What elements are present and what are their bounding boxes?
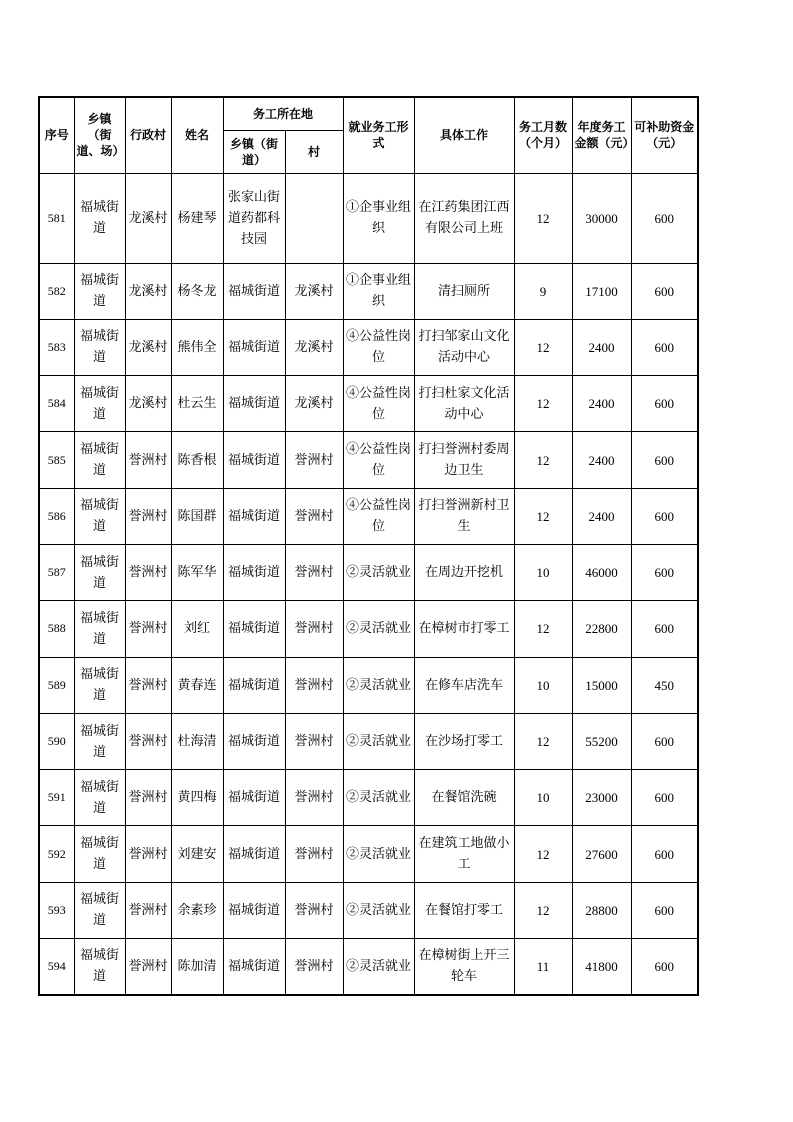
specific-work-cell: 在餐馆打零工: [414, 882, 514, 938]
months-cell: 12: [514, 173, 572, 263]
subsidy-cell: 600: [631, 713, 698, 769]
col-header-loc-township: 乡镇（街道）: [223, 130, 285, 173]
amount-cell: 2400: [572, 432, 631, 488]
village-cell: 誉洲村: [125, 770, 171, 826]
col-header-township: 乡镇（街道、场）: [74, 97, 125, 173]
village-cell: 誉洲村: [125, 713, 171, 769]
loc-village-cell: 誉洲村: [285, 770, 343, 826]
employment-subsidy-table: [38, 96, 699, 996]
loc-township-cell: 福城街道: [223, 601, 285, 657]
name-cell: 刘建安: [171, 826, 223, 882]
name-cell: 杨建琴: [171, 173, 223, 263]
table-row: [39, 544, 698, 600]
col-header-specific-work: 具体工作: [414, 97, 514, 173]
table-row: [39, 939, 698, 995]
subsidy-cell: 600: [631, 319, 698, 375]
col-header-seq: 序号: [39, 97, 74, 173]
table-row: [39, 601, 698, 657]
seq-cell: 590: [39, 713, 74, 769]
loc-village-cell: 誉洲村: [285, 939, 343, 995]
subsidy-cell: 600: [631, 173, 698, 263]
amount-cell: 55200: [572, 713, 631, 769]
months-cell: 12: [514, 488, 572, 544]
seq-cell: 582: [39, 263, 74, 319]
loc-township-cell: 福城街道: [223, 319, 285, 375]
specific-work-cell: 在樟树市打零工: [414, 601, 514, 657]
months-cell: 12: [514, 601, 572, 657]
loc-village-cell: 誉洲村: [285, 432, 343, 488]
township-cell: 福城街道: [74, 770, 125, 826]
subsidy-cell: 600: [631, 376, 698, 432]
loc-township-cell: 福城街道: [223, 939, 285, 995]
months-cell: 9: [514, 263, 572, 319]
specific-work-cell: 在周边开挖机: [414, 544, 514, 600]
village-cell: 龙溪村: [125, 173, 171, 263]
specific-work-cell: 在餐馆洗碗: [414, 770, 514, 826]
township-cell: 福城街道: [74, 601, 125, 657]
loc-village-cell: 龙溪村: [285, 319, 343, 375]
col-header-work-location: 务工所在地: [223, 97, 343, 130]
amount-cell: 2400: [572, 319, 631, 375]
village-cell: 龙溪村: [125, 263, 171, 319]
employment-form-cell: ①企事业组织: [343, 173, 414, 263]
months-cell: 10: [514, 657, 572, 713]
table-row: [39, 173, 698, 263]
employment-form-cell: ①企事业组织: [343, 263, 414, 319]
name-cell: 陈香根: [171, 432, 223, 488]
amount-cell: 41800: [572, 939, 631, 995]
loc-township-cell: 福城街道: [223, 826, 285, 882]
name-cell: 陈国群: [171, 488, 223, 544]
name-cell: 杜云生: [171, 376, 223, 432]
loc-village-cell: 龙溪村: [285, 263, 343, 319]
township-cell: 福城街道: [74, 826, 125, 882]
township-cell: 福城街道: [74, 319, 125, 375]
village-cell: 龙溪村: [125, 319, 171, 375]
table-row: [39, 713, 698, 769]
table-row: [39, 263, 698, 319]
col-header-months: 务工月数（个月）: [514, 97, 572, 173]
col-header-employment-form: 就业务工形式: [343, 97, 414, 173]
employment-form-cell: ②灵活就业: [343, 544, 414, 600]
months-cell: 12: [514, 713, 572, 769]
seq-cell: 584: [39, 376, 74, 432]
loc-village-cell: 誉洲村: [285, 882, 343, 938]
loc-township-cell: 福城街道: [223, 263, 285, 319]
header-row-1: [39, 97, 698, 130]
township-cell: 福城街道: [74, 544, 125, 600]
name-cell: 杨冬龙: [171, 263, 223, 319]
amount-cell: 15000: [572, 657, 631, 713]
employment-form-cell: ④公益性岗位: [343, 488, 414, 544]
specific-work-cell: 在江药集团江西有限公司上班: [414, 173, 514, 263]
loc-village-cell: 誉洲村: [285, 488, 343, 544]
village-cell: 誉洲村: [125, 657, 171, 713]
loc-village-cell: 誉洲村: [285, 601, 343, 657]
name-cell: 熊伟全: [171, 319, 223, 375]
subsidy-cell: 600: [631, 826, 698, 882]
col-header-name: 姓名: [171, 97, 223, 173]
months-cell: 12: [514, 319, 572, 375]
loc-township-cell: 福城街道: [223, 544, 285, 600]
employment-form-cell: ④公益性岗位: [343, 376, 414, 432]
loc-village-cell: 誉洲村: [285, 826, 343, 882]
employment-form-cell: ④公益性岗位: [343, 432, 414, 488]
specific-work-cell: 在建筑工地做小工: [414, 826, 514, 882]
subsidy-cell: 600: [631, 601, 698, 657]
specific-work-cell: 打扫杜家文化活动中心: [414, 376, 514, 432]
village-cell: 誉洲村: [125, 432, 171, 488]
employment-form-cell: ②灵活就业: [343, 657, 414, 713]
subsidy-cell: 450: [631, 657, 698, 713]
seq-cell: 594: [39, 939, 74, 995]
village-cell: 誉洲村: [125, 882, 171, 938]
months-cell: 12: [514, 882, 572, 938]
township-cell: 福城街道: [74, 432, 125, 488]
township-cell: 福城街道: [74, 882, 125, 938]
specific-work-cell: 打扫邹家山文化活动中心: [414, 319, 514, 375]
township-cell: 福城街道: [74, 263, 125, 319]
name-cell: 黄春连: [171, 657, 223, 713]
village-cell: 誉洲村: [125, 488, 171, 544]
township-cell: 福城街道: [74, 657, 125, 713]
col-header-loc-village: 村: [285, 130, 343, 173]
amount-cell: 27600: [572, 826, 631, 882]
amount-cell: 2400: [572, 488, 631, 544]
table-row: [39, 657, 698, 713]
loc-township-cell: 张家山街道药都科技园: [223, 173, 285, 263]
village-cell: 誉洲村: [125, 544, 171, 600]
subsidy-cell: 600: [631, 939, 698, 995]
specific-work-cell: 在修车店洗车: [414, 657, 514, 713]
loc-township-cell: 福城街道: [223, 488, 285, 544]
employment-form-cell: ②灵活就业: [343, 826, 414, 882]
subsidy-cell: 600: [631, 770, 698, 826]
subsidy-cell: 600: [631, 544, 698, 600]
name-cell: 陈加清: [171, 939, 223, 995]
months-cell: 12: [514, 826, 572, 882]
specific-work-cell: 打扫誉洲新村卫生: [414, 488, 514, 544]
table-row: [39, 770, 698, 826]
name-cell: 杜海清: [171, 713, 223, 769]
employment-form-cell: ②灵活就业: [343, 939, 414, 995]
township-cell: 福城街道: [74, 939, 125, 995]
seq-cell: 589: [39, 657, 74, 713]
seq-cell: 583: [39, 319, 74, 375]
employment-form-cell: ②灵活就业: [343, 713, 414, 769]
col-header-subsidy: 可补助资金（元）: [631, 97, 698, 173]
amount-cell: 2400: [572, 376, 631, 432]
subsidy-cell: 600: [631, 432, 698, 488]
table-row: [39, 432, 698, 488]
loc-village-cell: 誉洲村: [285, 713, 343, 769]
village-cell: 誉洲村: [125, 826, 171, 882]
loc-township-cell: 福城街道: [223, 713, 285, 769]
seq-cell: 588: [39, 601, 74, 657]
months-cell: 12: [514, 432, 572, 488]
months-cell: 12: [514, 376, 572, 432]
employment-form-cell: ②灵活就业: [343, 601, 414, 657]
subsidy-cell: 600: [631, 488, 698, 544]
specific-work-cell: 打扫誉洲村委周边卫生: [414, 432, 514, 488]
col-header-admin-village: 行政村: [125, 97, 171, 173]
col-header-annual-amount: 年度务工金额（元）: [572, 97, 631, 173]
table-row: [39, 826, 698, 882]
table-row: [39, 488, 698, 544]
amount-cell: 23000: [572, 770, 631, 826]
village-cell: 龙溪村: [125, 376, 171, 432]
loc-township-cell: 福城街道: [223, 882, 285, 938]
seq-cell: 591: [39, 770, 74, 826]
seq-cell: 581: [39, 173, 74, 263]
amount-cell: 17100: [572, 263, 631, 319]
loc-village-cell: 龙溪村: [285, 376, 343, 432]
township-cell: 福城街道: [74, 488, 125, 544]
specific-work-cell: 在沙场打零工: [414, 713, 514, 769]
employment-form-cell: ②灵活就业: [343, 770, 414, 826]
loc-township-cell: 福城街道: [223, 657, 285, 713]
months-cell: 10: [514, 770, 572, 826]
name-cell: 刘红: [171, 601, 223, 657]
loc-village-cell: 誉洲村: [285, 544, 343, 600]
subsidy-cell: 600: [631, 263, 698, 319]
amount-cell: 30000: [572, 173, 631, 263]
name-cell: 陈军华: [171, 544, 223, 600]
table-row: [39, 319, 698, 375]
village-cell: 誉洲村: [125, 601, 171, 657]
seq-cell: 586: [39, 488, 74, 544]
loc-village-cell: 誉洲村: [285, 657, 343, 713]
loc-township-cell: 福城街道: [223, 432, 285, 488]
amount-cell: 46000: [572, 544, 631, 600]
township-cell: 福城街道: [74, 173, 125, 263]
loc-village-cell: [285, 173, 343, 263]
subsidy-cell: 600: [631, 882, 698, 938]
seq-cell: 593: [39, 882, 74, 938]
name-cell: 黄四梅: [171, 770, 223, 826]
months-cell: 11: [514, 939, 572, 995]
table-row: [39, 376, 698, 432]
seq-cell: 587: [39, 544, 74, 600]
amount-cell: 22800: [572, 601, 631, 657]
township-cell: 福城街道: [74, 713, 125, 769]
loc-township-cell: 福城街道: [223, 770, 285, 826]
seq-cell: 592: [39, 826, 74, 882]
employment-form-cell: ④公益性岗位: [343, 319, 414, 375]
village-cell: 誉洲村: [125, 939, 171, 995]
employment-form-cell: ②灵活就业: [343, 882, 414, 938]
specific-work-cell: 在樟树街上开三轮车: [414, 939, 514, 995]
amount-cell: 28800: [572, 882, 631, 938]
loc-township-cell: 福城街道: [223, 376, 285, 432]
township-cell: 福城街道: [74, 376, 125, 432]
months-cell: 10: [514, 544, 572, 600]
seq-cell: 585: [39, 432, 74, 488]
table-row: [39, 882, 698, 938]
name-cell: 余素珍: [171, 882, 223, 938]
specific-work-cell: 清扫厕所: [414, 263, 514, 319]
